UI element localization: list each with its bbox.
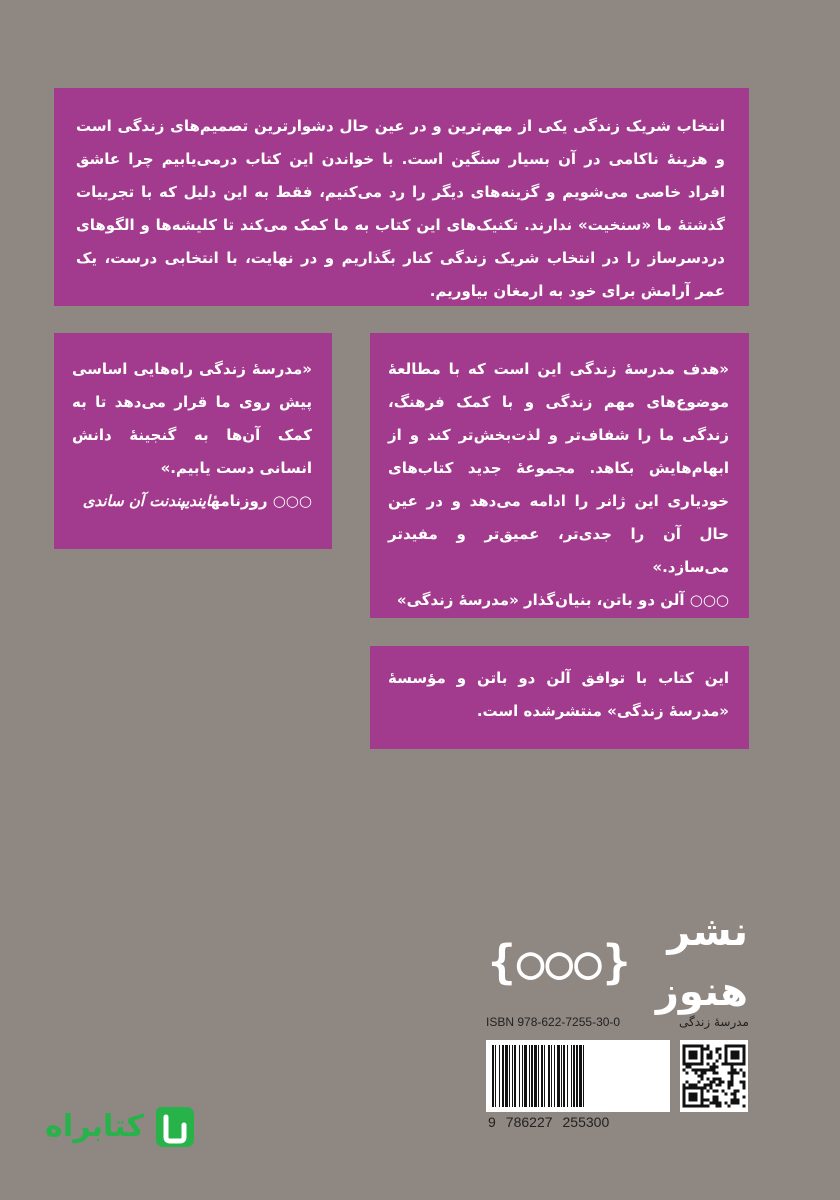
quote-left-attribution xyxy=(72,485,312,518)
ketabrah-logo xyxy=(38,1097,198,1157)
quote-left-attribution-prefix: ○○○ روزنامهٔ xyxy=(210,492,312,510)
publisher-name: نشر هنوز xyxy=(655,909,748,1015)
ketabrah-mark-icon xyxy=(150,1103,198,1151)
publisher-mark: {○○○} xyxy=(488,935,632,989)
ketabrah-name: کتابراه xyxy=(45,1109,144,1144)
license-note-text: این کتاب با توافق آلن دو باتن و مؤسسهٔ «مدرسهٔ زندگی» منتشرشده است. xyxy=(388,669,729,720)
quote-box-left xyxy=(54,333,332,549)
quote-right-attribution: ○○○ آلن دو باتن، بنیان‌گذار «مدرسهٔ زندگی» xyxy=(396,591,729,609)
barcode-bars-icon xyxy=(492,1045,664,1107)
quote-left-attribution-source: ایندیپندنت آن ساندی xyxy=(82,492,211,510)
barcode xyxy=(486,1040,670,1112)
license-note-box xyxy=(370,646,749,749)
quote-right-text: «هدف مدرسهٔ زندگی این است که با مطالعهٔ موضوع‌های مهم زندگی و با کمک فرهنگ، زندگی ما را شفاف‌تر و لذت‌بخش‌تر کند و از ابهام‌هایش بکاهد. مجموعهٔ جدید کتاب‌های خودیاری این ژانر را ادامه می‌دهد و در عین حال آن را جدی‌تر، عمیق‌تر و مفیدتر می‌سازد.» xyxy=(388,360,729,576)
barcode-digit-group: 255300 xyxy=(562,1114,610,1130)
quote-left-text: «مدرسهٔ زندگی راه‌هایی اساسی پیش روی ما قرار می‌دهد تا به کمک آن‌ها به گنجینهٔ دانش انسانی دست یابیم.» xyxy=(72,360,312,477)
quote-box-right xyxy=(370,333,749,618)
barcode-number xyxy=(486,1114,672,1132)
series-label: مدرسهٔ زندگی xyxy=(679,1015,749,1029)
publisher-logo xyxy=(488,909,748,1015)
isbn-label: ISBN 978-622-7255-30-0 xyxy=(486,1015,621,1029)
blurb-box xyxy=(54,88,749,306)
isbn-row xyxy=(486,1010,749,1034)
barcode-digit-group: 786227 xyxy=(505,1114,553,1130)
barcode-digit-group: 9 xyxy=(488,1114,496,1130)
qr-code-icon xyxy=(680,1040,748,1112)
blurb-text: انتخاب شریک زندگی یکی از مهم‌ترین و در عین حال دشوارترین تصمیم‌های زندگی است و هزینهٔ ناکامی در آن بسیار سنگین است. با خواندن این کتاب درمی‌یابیم چرا عاشق افراد خاصی می‌شویم و گزینه‌های دیگر را رد می‌کنیم، فقط به این دلیل که با تجربیات گذشتهٔ ما «سنخیت» ندارند. تکنیک‌های این کتاب به ما کمک می‌کند تا کلیشه‌ها و الگوهای دردسرساز را در انتخاب شریک زندگی کنار بگذاریم و در نهایت، با انتخابی درست، یک عمر آرامش برای خود به ارمغان بیاوریم. xyxy=(76,117,725,300)
